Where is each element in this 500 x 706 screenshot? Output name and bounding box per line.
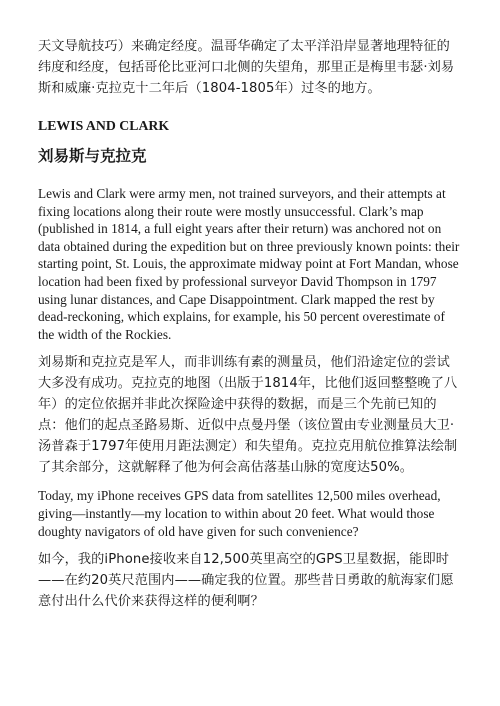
document-page [38, 36, 462, 612]
section-heading-en: LEWIS AND CLARK [38, 118, 170, 133]
intro-paragraph-zh: 天文导航技巧）来确定经度。温哥华确定了太平洋沿岸显著地理特征的纬度和经度，包括哥伦比亚河口北侧的失望角，那里正是梅里韦瑟·刘易斯和威廉·克拉克十二年后（1804-1805年）过冬的地方。 [38, 39, 455, 96]
paragraph-zh-gps: 如今，我的iPhone接收来自12,500英里高空的GPS卫星数据，能即时——在约20英尺范围内——确定我的位置。那些昔日勇敢的航海家们愿意付出什么代价来获得这样的便利啊？ [38, 552, 454, 610]
paragraph-en-lewis-clark: Lewis and Clark were army men, not trained surveyors, and their attempts at fixing locations along their route were mostly unsuccessful. Clark’s map (published in 1814, a full eight years after their return) was anchored not on data obtained during the expedition but on three previously known points: their starting point, St. Louis, the approximate midway point at Fort Mandan, whose location had been fixed by professional surveyor David Thompson in 1797 using lunar distances, and Cape Disappointment. Clark mapped the rest by dead-reckoning, which explains, for example, his 50 percent overestimate of the width of the Rockies. [38, 186, 460, 342]
paragraph-zh-lewis-clark: 刘易斯和克拉克是军人，而非训练有素的测量员，他们沿途定位的尝试大多没有成功。克拉克的地图（出版于1814年，比他们返回整整晚了八年）的定位依据并非此次探险途中获得的数据，而是三个先前已知的点：他们的起点圣路易斯、近似中点曼丹堡（该位置由专业测量员大卫·汤普森于1797年使用月距法测定）和失望角。克拉克用航位推算法绘制了其余部分，这就解释了他为何会高估落基山脉的宽度达50%。 [38, 355, 458, 476]
paragraph-en-gps: Today, my iPhone receives GPS data from satellites 12,500 miles overhead, giving—instantly—my location to within about 20 feet. What would those doughty navigators of old have given for such convenience? [38, 488, 441, 539]
section-heading-zh: 刘易斯与克拉克 [38, 147, 147, 165]
